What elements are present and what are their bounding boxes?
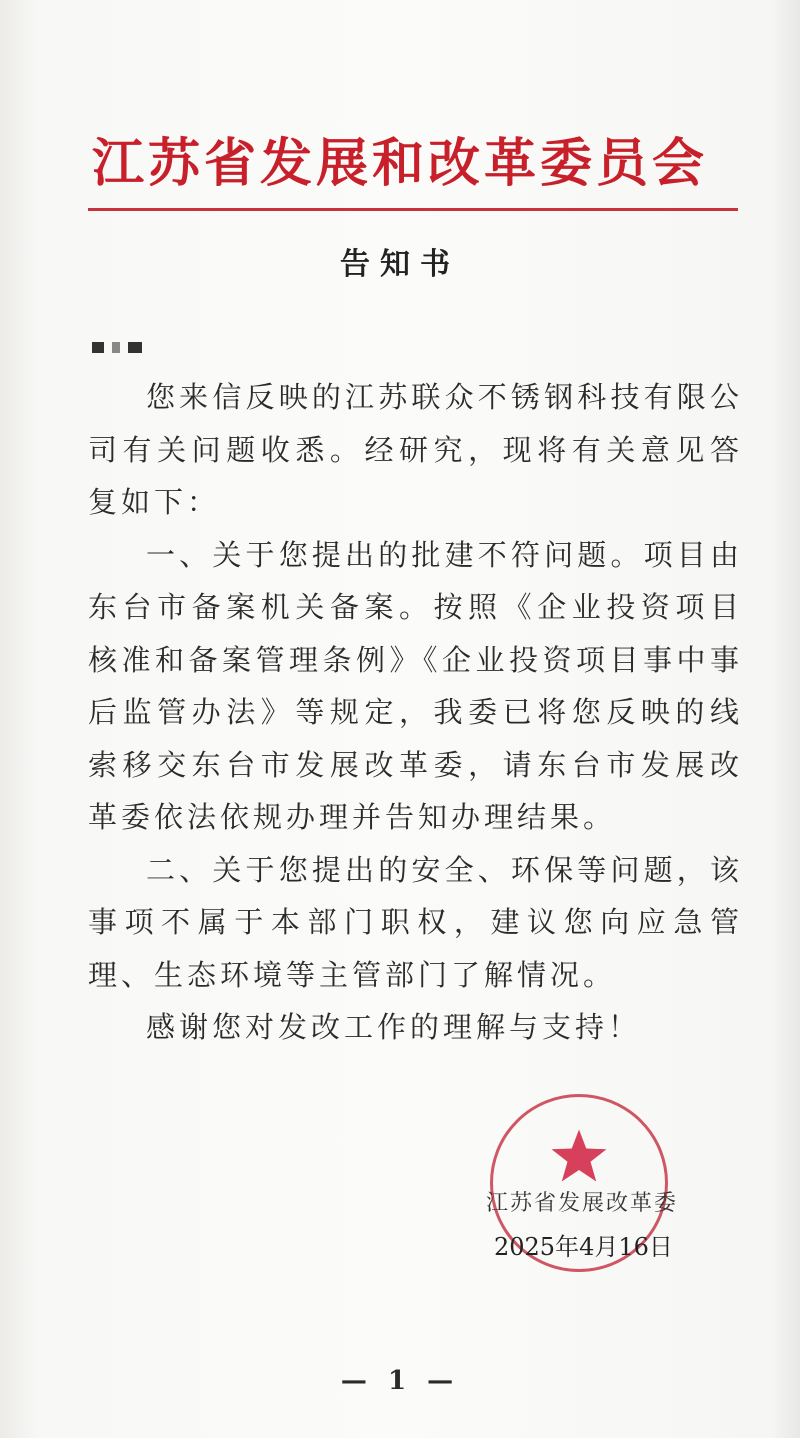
- signer-name: 江苏省发展改革委: [486, 1190, 679, 1216]
- paragraph-item-1: 一、关于您提出的批建不符问题。项目由东台市备案机关备案。按照《企业投资项目核准和备案管理条例》《企业投资项目事中事后监管办法》等规定，我委已将您反映的线索移交东台市发展改革委，请东台市发展改革委依法依规办理并告知办理结果。: [88, 537, 743, 834]
- document-header-title: 江苏省发展和改革委员会: [91, 133, 708, 194]
- paragraph-thanks: 感谢您对发改工作的理解与支持！: [146, 1010, 642, 1044]
- paragraph-item-2: 二、关于您提出的安全、环保等问题，该事项不属于本部门职权，建议您向应急管理、生态环境等主管部门了解情况。: [88, 852, 743, 992]
- page-number: — 1 —: [340, 1365, 460, 1396]
- redaction-block: [112, 342, 120, 353]
- redaction-block: [128, 342, 142, 353]
- red-divider-line: [88, 208, 738, 211]
- star-icon: [549, 1127, 609, 1187]
- signature-block: [0, 1094, 800, 1284]
- signature-date: 2025年4月16日: [494, 1232, 673, 1261]
- paragraph-intro: 您来信反映的江苏联众不锈钢科技有限公司有关问题收悉。经研究，现将有关意见答复如下：: [88, 380, 743, 519]
- redaction-block: [92, 342, 104, 353]
- document-body: [88, 371, 743, 1054]
- document-subtitle: 告知书: [340, 247, 460, 282]
- redacted-salutation: [92, 341, 800, 353]
